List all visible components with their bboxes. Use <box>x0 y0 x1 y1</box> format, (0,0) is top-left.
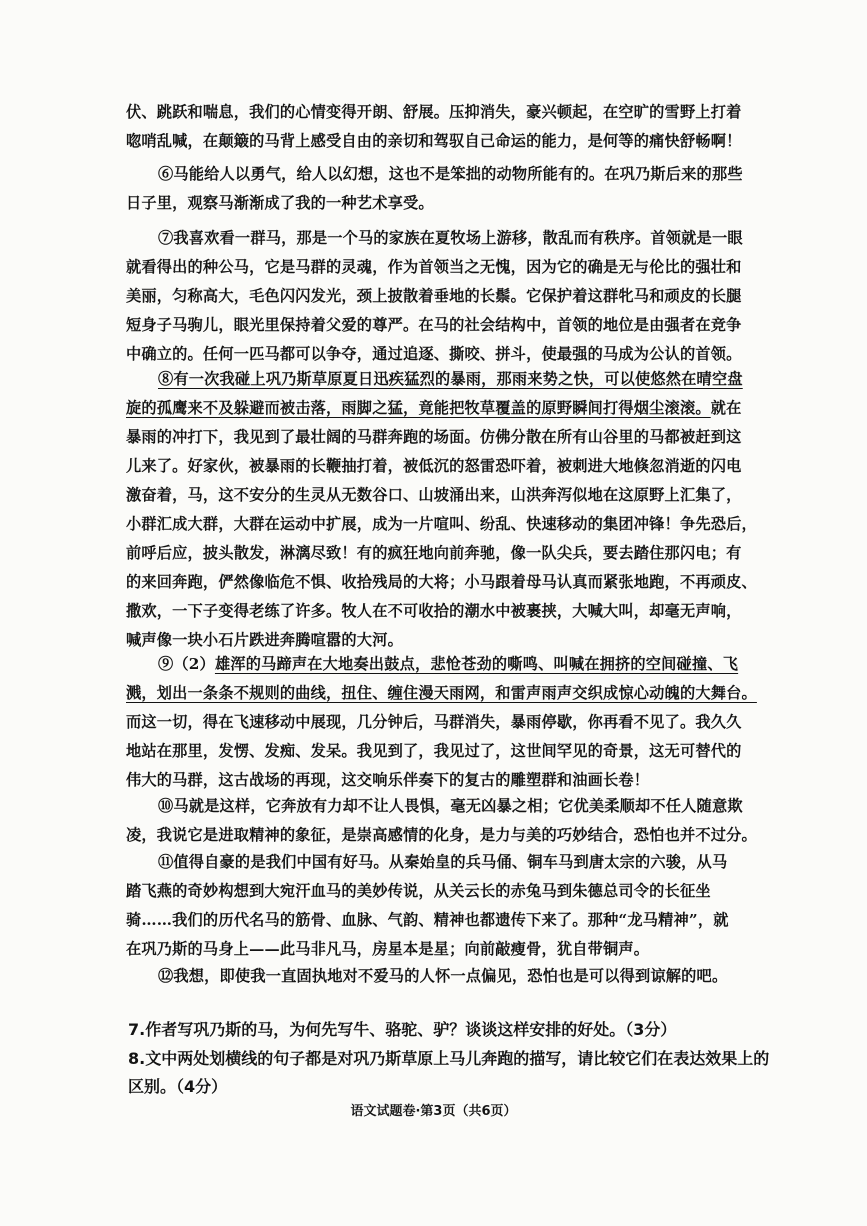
paragraph-6 <box>126 160 746 218</box>
paragraph-10 <box>126 792 757 850</box>
text-line: ⑪值得自豪的是我们中国有好马。从秦始皇的兵马俑、铜车马到唐太宗的六骏，从马 <box>158 853 728 871</box>
text-fragment: 就在 <box>710 399 742 417</box>
question-text: 8.文中两处划横线的句子都是对巩乃斯草原上马儿奔跑的描写，请比较它们在表达效果上的 <box>128 1049 770 1068</box>
underlined-sentence: 雄浑的马蹄声在大地奏出鼓点，悲怆苍劲的嘶鸣、叫喊在拥挤的空间碰撞、飞 <box>214 655 739 673</box>
text-line: ⑫我想，即使我一直固执地对不爱马的人怀一点偏见，恐怕也是可以得到谅解的吧。 <box>158 967 728 985</box>
underlined-sentence: 旋的孤鹰来不及躲避而被击落，雨脚之猛，竟能把牧草覆盖的原野瞬间打得烟尘滚滚。 <box>126 399 711 417</box>
text-line: 美丽，匀称高大，毛色闪闪发光，颈上披散着垂地的长鬃。它保护着这群牝马和顽皮的长腿 <box>126 287 742 305</box>
paragraph-9 <box>126 650 757 795</box>
text-line: 唿哨乱喊，在颠簸的马背上感受自由的亲切和驾驭自己命运的能力，是何等的痛快舒畅啊！ <box>126 132 742 150</box>
text-line <box>126 394 746 423</box>
text-line: ⑩马就是这样，它奔放有力却不让人畏惧，毫无凶暴之相；它优美柔顺却不任人随意欺 <box>158 797 743 815</box>
text-line: 而这一切，得在飞速移动中展现，几分钟后，马群消失，暴雨停歇，你再看不见了。我久久 <box>126 713 742 731</box>
question-text: 区别。（4分） <box>128 1077 228 1096</box>
text-line: 激奋着，马，这不安分的生灵从无数谷口、山坡涌出来，山洪奔泻似地在这原野上汇集了， <box>126 486 742 504</box>
text-line <box>126 650 746 679</box>
question-8 <box>128 1045 770 1101</box>
underlined-sentence: ⑧有一次我碰上巩乃斯草原夏日迅疾猛烈的暴雨，那雨来势之快，可以使悠然在晴空盘 <box>158 370 743 388</box>
text-line: 前呼后应，披头散发，淋漓尽致！有的疯狂地向前奔驰，像一队尖兵，要去踏住那闪电；有 <box>126 544 742 562</box>
text-line: 的来回奔跑，俨然像临危不惧、收拾残局的大将；小马跟着母马认真而紧张地跑，不再顽皮、 <box>126 573 757 591</box>
text-line <box>126 365 746 394</box>
text-line: 中确立的。任何一匹马都可以争夺，通过追逐、撕咬、拼斗，使最强的马成为公认的首领。 <box>126 345 742 363</box>
paragraph-8 <box>126 365 757 655</box>
question-text: 7.作者写巩乃斯的马，为何先写牛、骆驼、驴？谈谈这样安排的好处。（3分） <box>128 1020 677 1039</box>
paragraph-12 <box>126 962 746 991</box>
text-line: 伟大的马群，这古战场的再现，这交响乐伴奏下的复古的雕塑群和油画长卷！ <box>126 771 650 789</box>
text-line: 骑……我们的历代名马的筋骨、血脉、气韵、精神也都遗传下来了。那种“龙马精神”，就 <box>126 911 729 929</box>
text-line: ⑦我喜欢看一群马，那是一个马的家族在夏牧场上游移，散乱而有秩序。首领就是一眼 <box>158 229 743 247</box>
text-line: 地站在那里，发愣、发痴、发呆。我见到了，我见过了，这世间罕见的奇景，这无可替代的 <box>126 742 742 760</box>
text-line: 撒欢，一下子变得老练了许多。牧人在不可收拾的潮水中被裹挟，大喊大叫，却毫无声响， <box>126 602 742 620</box>
text-line: 暴雨的冲打下，我见到了最壮阔的马群奔跑的场面。仿佛分散在所有山谷里的马都被赶到这 <box>126 428 742 446</box>
question-7 <box>128 1016 758 1044</box>
text-line: 儿来了。好家伙，被暴雨的长鞭抽打着，被低沉的怒雷恐吓着，被刺进大地倏忽消逝的闪电 <box>126 457 742 475</box>
text-line: 喊声像一块小石片跌进奔腾喧嚣的大河。 <box>126 631 403 649</box>
text-line: ⑥马能给人以勇气，给人以幻想，这也不是笨拙的动物所能有的。在巩乃斯后来的那些 <box>158 165 743 183</box>
page-footer: 语文试题卷·第3页（共6页） <box>350 1104 517 1119</box>
text-line: 伏、跳跃和喘息，我们的心情变得开朗、舒展。压抑消失，豪兴顿起，在空旷的雪野上打着 <box>126 103 742 121</box>
text-line: 凌，我说它是进取精神的象征，是崇高感情的化身，是力与美的巧妙结合，恐怕也并不过分。 <box>126 826 757 844</box>
text-line: 日子里，观察马渐渐成了我的一种艺术享受。 <box>126 194 434 212</box>
question-marker: ⑨（2） <box>158 655 215 673</box>
paragraph-11 <box>126 848 746 964</box>
paragraph-7 <box>126 224 746 369</box>
text-line: 就看得出的种公马，它是马群的灵魂，作为首领当之无愧，因为它的确是无与伦比的强壮和 <box>126 258 742 276</box>
text-line <box>126 679 757 708</box>
text-line: 踏飞燕的奇妙构想到大宛汗血马的美妙传说，从关云长的赤兔马到朱德总司令的长征坐 <box>126 882 711 900</box>
paragraph-intro <box>126 98 746 156</box>
text-line: 短身子马驹儿，眼光里保持着父爱的尊严。在马的社会结构中，首领的地位是由强者在竞争 <box>126 316 742 334</box>
text-line: 小群汇成大群，大群在运动中扩展，成为一片喧叫、纷乱、快速移动的集团冲锋！争先恐后， <box>126 515 757 533</box>
underlined-sentence: 溅，划出一条条不规则的曲线，扭住、缠住漫天雨网，和雷声雨声交织成惊心动魄的大舞台。 <box>126 684 757 702</box>
text-line: 在巩乃斯的马身上——此马非凡马，房星本是星；向前敲瘦骨，犹自带铜声。 <box>126 940 650 958</box>
